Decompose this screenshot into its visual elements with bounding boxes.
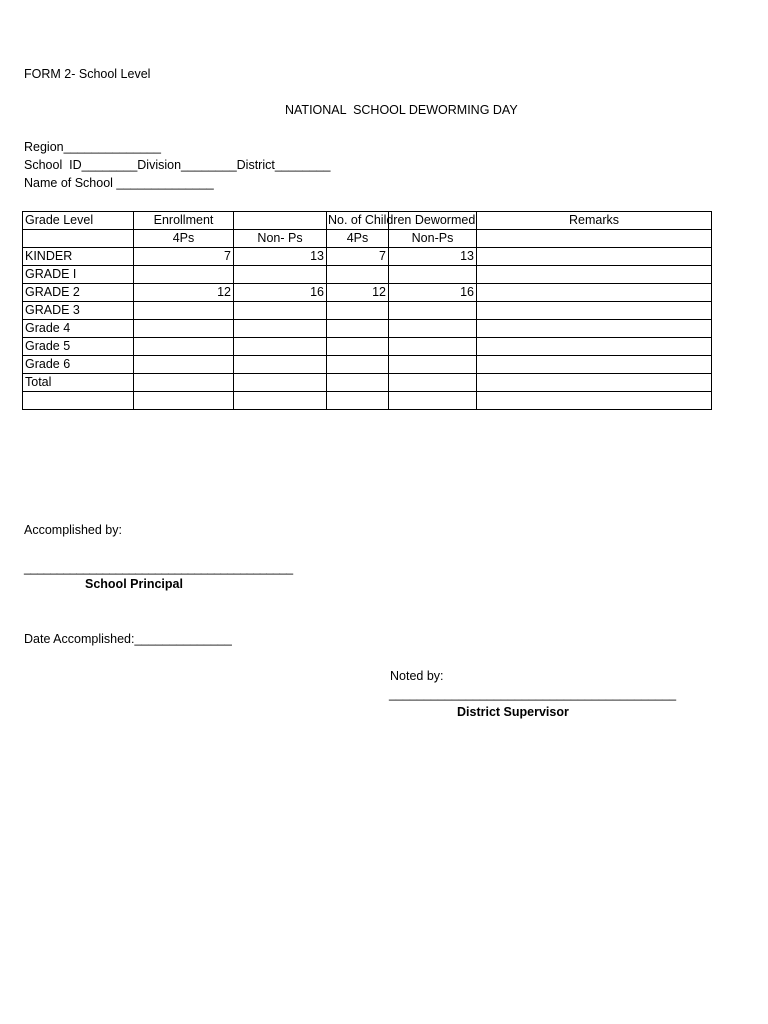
table-row [23, 356, 712, 374]
remarks-cell [477, 302, 712, 320]
date-accomplished-field: Date Accomplished:______________ [24, 632, 232, 646]
enrollment-nonps-cell: 16 [234, 284, 327, 302]
deworming-table [22, 211, 712, 410]
subheader-cell [477, 230, 712, 248]
school-name-field: Name of School ______________ [24, 176, 214, 190]
remarks-cell [477, 284, 712, 302]
enrollment-nonps-cell: 13 [234, 248, 327, 266]
grade-level-cell: GRADE 2 [23, 284, 134, 302]
subheader-4ps-dewormed: 4Ps [327, 230, 389, 248]
header-grade-level: Grade Level [23, 212, 134, 230]
grade-level-cell [23, 392, 134, 410]
dewormed-4ps-cell [327, 374, 389, 392]
table-row [23, 320, 712, 338]
enrollment-nonps-cell [234, 338, 327, 356]
remarks-cell [477, 338, 712, 356]
table-row [23, 392, 712, 410]
school-id-division-district-field: School ID________Division________District________ [24, 158, 331, 172]
remarks-cell [477, 356, 712, 374]
grade-level-cell: Grade 5 [23, 338, 134, 356]
table-subheader-row [23, 230, 712, 248]
page-title: NATIONAL SCHOOL DEWORMING DAY [285, 103, 518, 117]
enrollment-4ps-cell: 12 [134, 284, 234, 302]
accomplished-by-label: Accomplished by: [24, 523, 122, 537]
dewormed-nonps-cell [389, 392, 477, 410]
enrollment-4ps-cell [134, 374, 234, 392]
principal-signature-line: _________________________________________ [24, 561, 293, 575]
table-row [23, 248, 712, 266]
header-children-dewormed: No. of Children Dewormed [327, 212, 389, 230]
dewormed-4ps-cell [327, 338, 389, 356]
subheader-cell [23, 230, 134, 248]
subheader-4ps-enrollment: 4Ps [134, 230, 234, 248]
enrollment-4ps-cell [134, 338, 234, 356]
supervisor-role: District Supervisor [457, 705, 569, 719]
remarks-cell [477, 320, 712, 338]
enrollment-nonps-cell [234, 302, 327, 320]
header-enrollment: Enrollment [134, 212, 234, 230]
dewormed-4ps-cell [327, 266, 389, 284]
dewormed-nonps-cell [389, 302, 477, 320]
table-row [23, 284, 712, 302]
subheader-nonps-enrollment: Non- Ps [234, 230, 327, 248]
grade-level-cell: Grade 4 [23, 320, 134, 338]
remarks-cell [477, 374, 712, 392]
remarks-cell [477, 266, 712, 284]
dewormed-4ps-cell [327, 392, 389, 410]
dewormed-4ps-cell [327, 320, 389, 338]
dewormed-nonps-cell [389, 374, 477, 392]
remarks-cell [477, 392, 712, 410]
supervisor-signature-line: _________________________________________ [389, 687, 677, 701]
grade-level-cell: GRADE 3 [23, 302, 134, 320]
noted-by-label: Noted by: [390, 669, 444, 683]
enrollment-nonps-cell [234, 392, 327, 410]
enrollment-nonps-cell [234, 356, 327, 374]
grade-level-cell: KINDER [23, 248, 134, 266]
dewormed-4ps-cell: 7 [327, 248, 389, 266]
table-row [23, 302, 712, 320]
enrollment-4ps-cell: 7 [134, 248, 234, 266]
table-row [23, 374, 712, 392]
dewormed-nonps-cell [389, 356, 477, 374]
dewormed-nonps-cell: 16 [389, 284, 477, 302]
region-field: Region______________ [24, 140, 161, 154]
dewormed-nonps-cell [389, 266, 477, 284]
dewormed-4ps-cell [327, 356, 389, 374]
grade-level-cell: Total [23, 374, 134, 392]
dewormed-4ps-cell [327, 302, 389, 320]
enrollment-4ps-cell [134, 266, 234, 284]
dewormed-nonps-cell [389, 320, 477, 338]
table-row [23, 338, 712, 356]
subheader-nonps-dewormed: Non-Ps [389, 230, 477, 248]
enrollment-nonps-cell [234, 320, 327, 338]
grade-level-cell: Grade 6 [23, 356, 134, 374]
dewormed-4ps-cell: 12 [327, 284, 389, 302]
enrollment-4ps-cell [134, 392, 234, 410]
enrollment-4ps-cell [134, 320, 234, 338]
dewormed-nonps-cell: 13 [389, 248, 477, 266]
grade-level-cell: GRADE I [23, 266, 134, 284]
enrollment-4ps-cell [134, 356, 234, 374]
form-label: FORM 2- School Level [24, 67, 151, 81]
enrollment-nonps-cell [234, 374, 327, 392]
header-blank [234, 212, 327, 230]
principal-role: School Principal [85, 577, 183, 591]
header-remarks: Remarks [477, 212, 712, 230]
remarks-cell [477, 248, 712, 266]
enrollment-4ps-cell [134, 302, 234, 320]
table-header-row [23, 212, 712, 230]
table-row [23, 266, 712, 284]
dewormed-nonps-cell [389, 338, 477, 356]
enrollment-nonps-cell [234, 266, 327, 284]
